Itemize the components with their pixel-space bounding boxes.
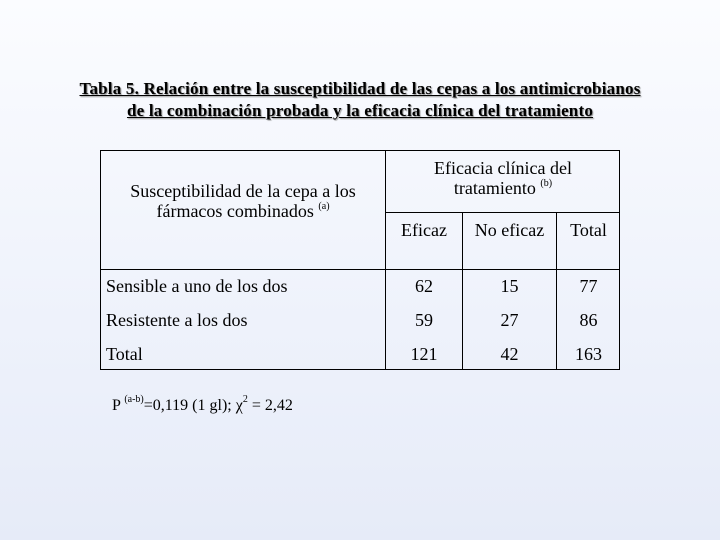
row-header-sup: (a) xyxy=(318,201,330,212)
cell-value: 121 xyxy=(410,344,438,364)
row-label: Resistente a los dos xyxy=(106,310,248,330)
table-bottom-border xyxy=(100,369,620,370)
col-header-total: Total xyxy=(570,220,607,240)
footnote-sup-2: 2 xyxy=(242,394,248,405)
contingency-table xyxy=(100,150,620,370)
footnote-sup: (a-b) xyxy=(124,394,144,405)
col-group-line-2 xyxy=(386,178,620,198)
row-header xyxy=(108,181,378,221)
col-group-text: tratamiento xyxy=(453,178,536,198)
row-header-line-1: Susceptibilidad de la cepa a los xyxy=(130,181,356,201)
table-title-line-1: Tabla 5. Relación entre la susceptibilidad de las cepas a los antimicrobianos xyxy=(79,79,641,98)
row-header-text: fármacos combinados xyxy=(156,201,314,221)
table-top-border xyxy=(100,150,620,151)
row-header-line-2 xyxy=(108,201,378,221)
col-group-line-1: Eficacia clínica del xyxy=(434,158,572,178)
cell-value: 15 xyxy=(500,276,519,296)
col-group-sup: (b) xyxy=(540,178,553,189)
cell-value: 163 xyxy=(575,344,602,364)
table-title-line-2: de la combinación probada y la eficacia clínica del tratamiento xyxy=(126,101,594,120)
statistics-footnote xyxy=(112,396,293,416)
table-title xyxy=(0,78,720,122)
footnote-text: =0,119 (1 gl); χ xyxy=(143,397,243,414)
cell-value: 59 xyxy=(415,310,433,330)
footnote-prefix: P xyxy=(112,397,121,414)
col-header-no-eficaz: No eficaz xyxy=(474,220,545,240)
body-divider xyxy=(100,269,620,270)
footnote-rest: = 2,42 xyxy=(247,397,293,414)
cell-value: 77 xyxy=(579,276,598,296)
header-divider xyxy=(385,212,620,213)
row-label: Sensible a uno de los dos xyxy=(106,276,288,296)
row-label: Total xyxy=(106,344,143,364)
cell-value: 62 xyxy=(415,276,433,296)
cell-value: 42 xyxy=(500,344,519,364)
col-group-header xyxy=(386,158,620,198)
cell-value: 27 xyxy=(500,310,519,330)
cell-value: 86 xyxy=(579,310,598,330)
col-header-eficaz: Eficaz xyxy=(401,220,447,240)
table-left-border xyxy=(100,150,101,370)
